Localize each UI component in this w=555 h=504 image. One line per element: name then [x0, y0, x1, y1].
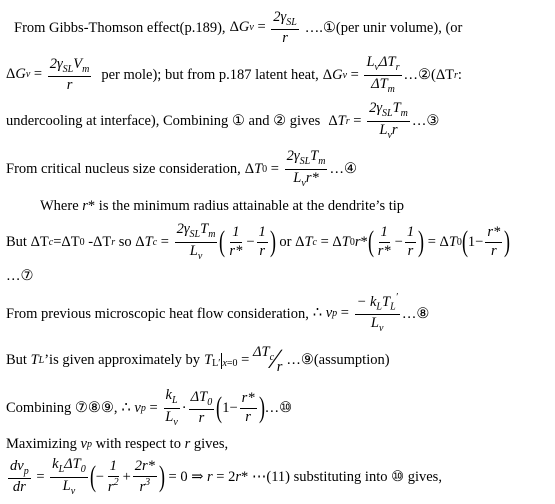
text: with respect to: [95, 435, 181, 452]
text: substituting into ⑩ gives,: [293, 468, 442, 485]
equation-1b: Δ G v = $\frac{2\gamma_{SL}V_m}{r}$: [6, 55, 90, 94]
line-12: [6, 454, 551, 500]
equation-10: ∴ v p = $\frac{k_L}{L_v}$ · $\frac{\Delta T_0}{r}$ ( 1− $\frac{r*}{r}$ ): [121, 387, 265, 428]
equation-5: Δ T c = $\frac{2\gamma_{SL}T_m}{L_v}$ ( $\frac{1}{r*}$ − $\frac{1}{r}$ ): [135, 221, 276, 262]
line-8: [6, 292, 551, 336]
line-3: [6, 98, 551, 144]
line-11: Maximizing v p with respect to r gives,: [6, 435, 229, 452]
line-10: [6, 384, 551, 432]
line-4: [6, 146, 551, 192]
text: gives,: [193, 435, 229, 452]
line-5: Where r * is the minimum radius attainable at the dendrite’s tip: [40, 197, 405, 214]
line-6: But ΔT c =ΔT 0 -ΔT r so Δ T c = $\frac{2\gamma_{SL}T_m}{L_v}$ ( $\frac{1}{r*}$ − $\frac{1}{r}$ ) or Δ T c = Δ T 0 r * ( $\frac{1}{r*}$ − $\frac{1}{r}$ ) = Δ T 0 ( 1− $\frac{r*}{r}$ ): [6, 221, 511, 262]
text: Where: [40, 197, 79, 214]
text: Maximizing: [6, 435, 77, 452]
equation-2: Δ G v = $\frac{L_v\Delta T_r}{\Delta T_m}$: [322, 54, 400, 95]
equation-8: ∴ v p = $\frac{- k_LT_L'}{L_v}$: [312, 292, 398, 335]
text: :: [457, 66, 462, 83]
equation-4: Δ T 0 = $\frac{2\gamma_{SL}T_m}{L_vr*}$: [244, 148, 326, 189]
line-2: [6, 52, 551, 98]
line-7: [6, 266, 551, 286]
text: But ΔT: [6, 233, 49, 250]
text: r: [454, 69, 458, 81]
equation-6: Δ T c = Δ T 0 r * ( $\frac{1}{r*}$ − $\frac{1}{r}$ ) = Δ T 0 ( 1− $\frac{r*}{r}$ ): [295, 224, 511, 259]
text: From critical nucleus size consideration,: [6, 160, 241, 177]
text: =ΔT: [53, 233, 80, 250]
text: undercooling at interface), Combining ① and ② gives: [6, 112, 321, 129]
text: Combining ⑦⑧⑨,: [6, 399, 118, 416]
text: From Gibbs-Thomson effect(p.189),: [14, 19, 226, 36]
text: so: [118, 233, 132, 250]
line-1: [14, 8, 551, 48]
equation-9: T $_L$ ′ x=0 = $\Delta T_c$ ∕ r: [204, 343, 283, 375]
text: ’is given approximately by: [44, 351, 201, 368]
text: But: [6, 351, 27, 368]
equation-1: Δ G v = $\frac{2\gamma_{SL}}{r}$: [229, 8, 297, 47]
text: …⑨(assumption): [286, 351, 390, 368]
text: …③: [411, 112, 440, 129]
text: is the minimum radius attainable at the dendrite’s tip: [98, 197, 405, 214]
text: …⑦: [6, 267, 34, 284]
equation-3: Δ T r = $\frac{2\gamma_{SL}T_m}{L_vr}$: [328, 100, 408, 141]
text: …②(ΔT: [403, 66, 455, 83]
equation-11: $\frac{dv_p}{dr}$ = $\frac{k_L\Delta T_0}{L_v}$ ( − $\frac{1}{r^2}$ + $\frac{2r*}{r^3}$ ) = 0 ⇒ r = 2 r * ⋯(11): [10, 456, 290, 497]
text: …④: [329, 160, 357, 177]
text: From previous microscopic heat flow consideration,: [6, 305, 309, 322]
text: …⑩: [264, 399, 293, 416]
text: ….①(per unir volume), (or: [304, 19, 463, 36]
line-9: But T L ’is given approximately by T $_L$ ′ x=0 = $\Delta T_c$ ∕ r …⑨(assumption): [6, 343, 390, 375]
text: …⑧: [401, 305, 430, 322]
text: per mole); but from p.187 latent heat,: [101, 66, 319, 83]
text: or: [279, 233, 292, 250]
text: -ΔT: [88, 233, 112, 250]
